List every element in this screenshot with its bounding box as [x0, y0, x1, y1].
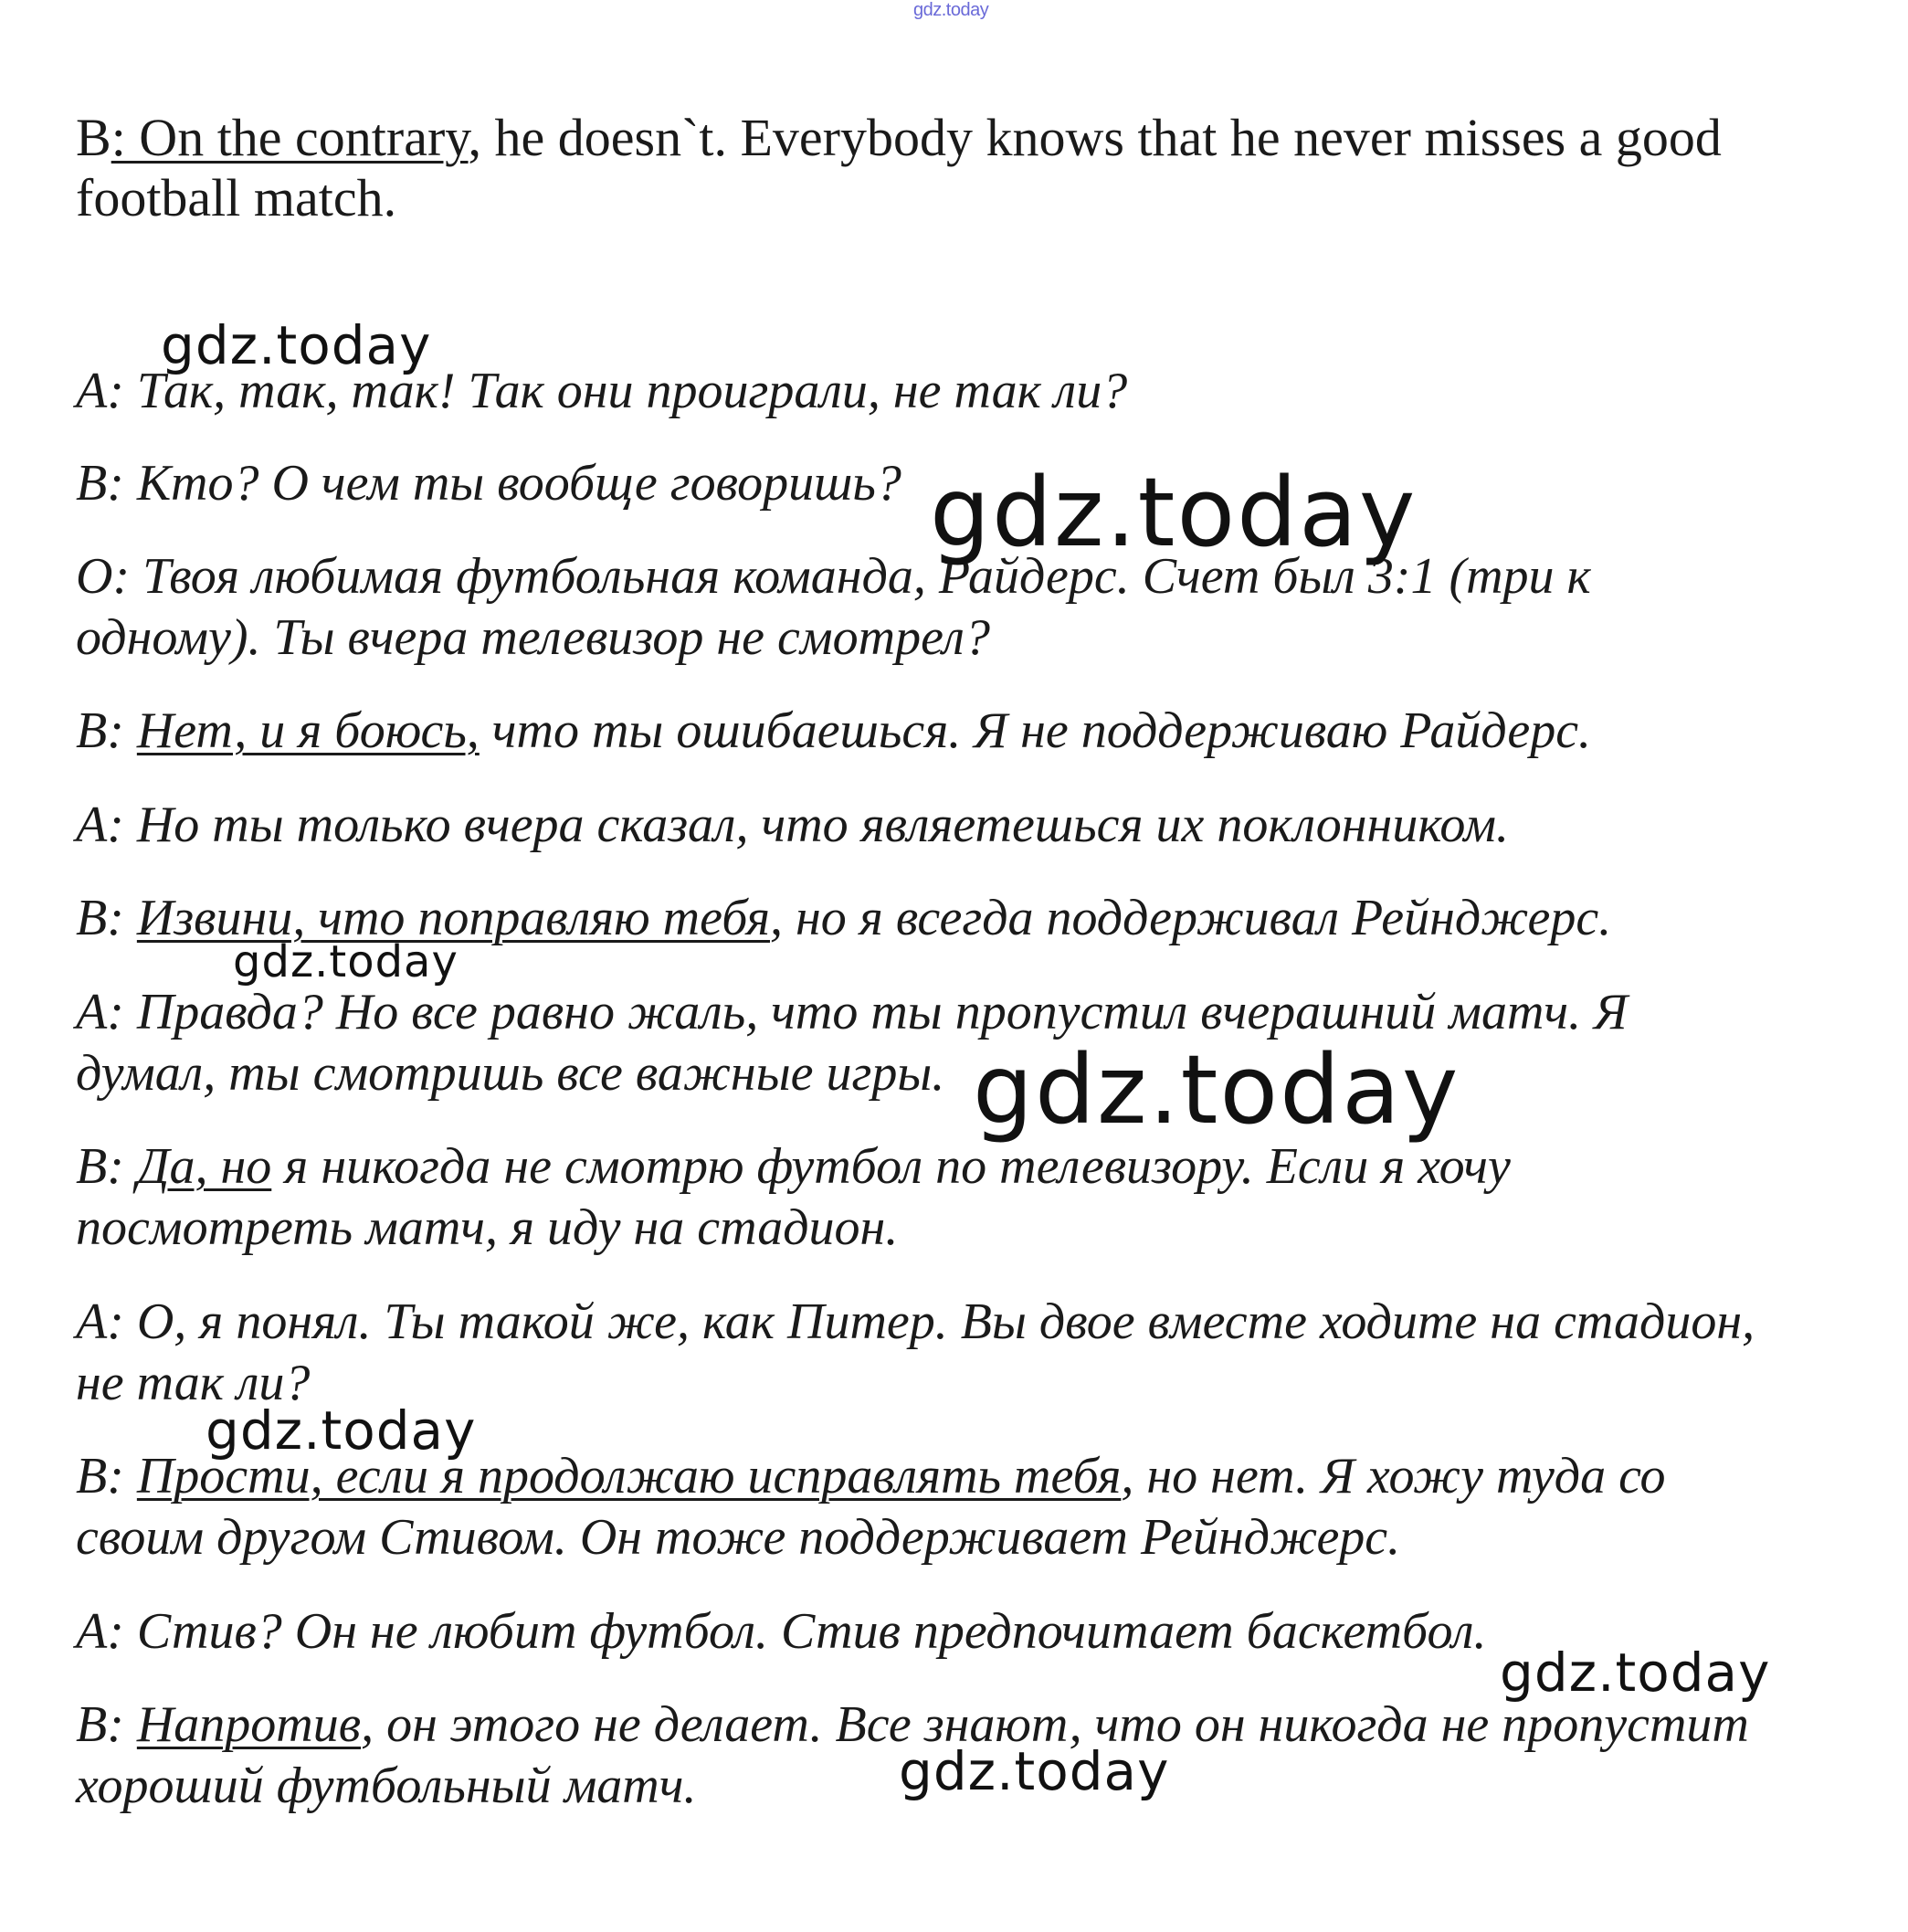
speaker-prefix: B:: [76, 702, 137, 759]
english-line-1: [76, 108, 1722, 168]
dialogue-line-b5b: своим другом Стивом. Он тоже поддерживает Рейнджерс.: [76, 1509, 1401, 1566]
dialogue-line-b2: [76, 700, 1591, 762]
english-line-2: football match.: [76, 168, 397, 227]
line-rest: что ты ошибаешься. Я не поддерживаю Райдерс.: [479, 702, 1592, 759]
watermark: gdz.today: [899, 1740, 1170, 1802]
line-rest: , но нет. Я хожу туда со: [1121, 1448, 1666, 1504]
underlined-phrase: Извини, что поправляю тебя: [136, 890, 770, 946]
english-speaker: B: [76, 108, 111, 167]
english-phrase-on-the-contrary: : On the contrary: [111, 108, 469, 167]
english-rest: , he doesn`t. Everybody knows that he never misses a good: [468, 108, 1722, 167]
dialogue-line-b6b: хороший футбольный матч.: [76, 1758, 697, 1814]
dialogue-line-a2: A: Но ты только вчера сказал, что являетешься их поклонником.: [76, 797, 1509, 853]
watermark: gdz.today: [973, 1034, 1460, 1145]
dialogue-line-a3a: A: Правда? Но все равно жаль, что ты пропустил вчерашний матч. Я: [76, 984, 1628, 1040]
line-rest: , он этого не делает. Все знают, что он никогда не пропустит: [361, 1696, 1749, 1753]
underlined-phrase: Да, но: [136, 1138, 272, 1195]
dialogue-line-a4b: не так ли?: [76, 1355, 311, 1411]
dialogue-line-a1: A: Так, так, так! Так они проиграли, не так ли?: [76, 363, 1128, 419]
underlined-phrase: Прости, если я продолжаю исправлять тебя: [136, 1448, 1122, 1504]
speaker-prefix: B:: [76, 1696, 137, 1753]
speaker-prefix: B:: [76, 1138, 137, 1195]
line-rest: , но я всегда поддерживал Рейнджерс.: [770, 890, 1612, 946]
underlined-phrase: Напротив: [136, 1696, 362, 1753]
dialogue-line-a4a: A: О, я понял. Ты такой же, как Питер. Вы двое вместе ходите на стадион,: [76, 1293, 1755, 1350]
watermark: gdz.today: [930, 457, 1418, 568]
speaker-prefix: B:: [76, 890, 137, 946]
watermark: gdz.today: [161, 314, 432, 376]
dialogue-line-a5: A: Стив? Он не любит футбол. Стив предпочитает баскетбол.: [76, 1603, 1487, 1660]
dialogue-line-o1a: O: Твоя любимая футбольная команда, Райдерс. Счет был 3:1 (три к: [76, 548, 1591, 605]
watermark: gdz.today: [233, 936, 459, 987]
line-rest: я никогда не смотрю футбол по телевизору. Если я хочу: [271, 1138, 1511, 1195]
watermark: gdz.today: [1500, 1642, 1771, 1704]
dialogue-line-b4b: посмотреть матч, я иду на стадион.: [76, 1199, 899, 1256]
dialogue-line-a3b: думал, ты смотришь все важные игры.: [76, 1045, 945, 1102]
top-watermark: gdz.today: [913, 0, 989, 20]
watermark: gdz.today: [206, 1399, 477, 1462]
speaker-prefix: B:: [76, 1448, 137, 1504]
underlined-phrase: Нет, и я боюсь,: [136, 702, 480, 759]
dialogue-line-o1b: одному). Ты вчера телевизор не смотрел?: [76, 609, 990, 666]
dialogue-line-b1: B: Кто? О чем ты вообще говоришь?: [76, 455, 901, 512]
